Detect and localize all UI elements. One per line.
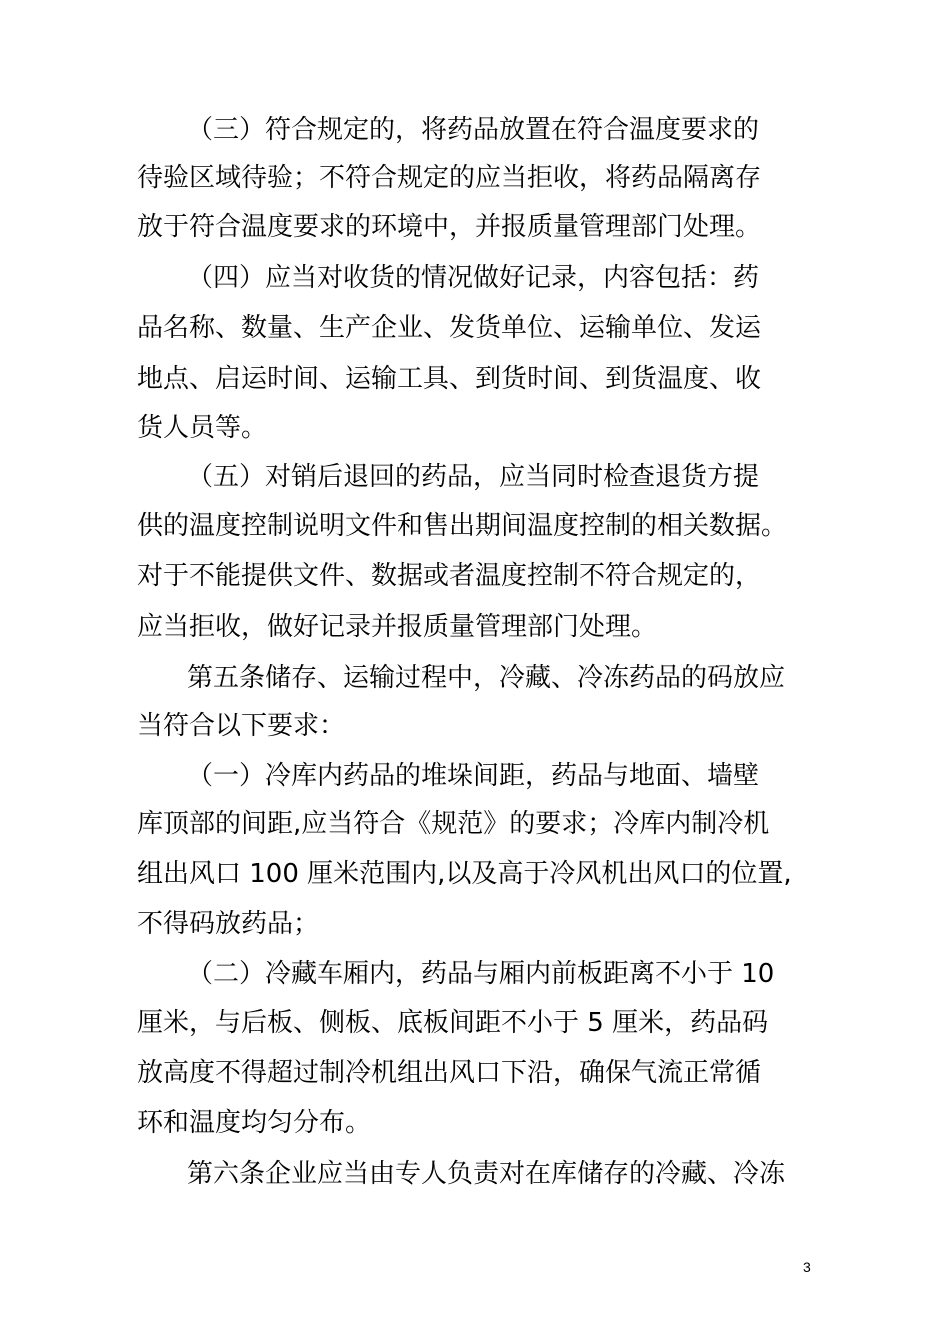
- text-line: 厘米，与后板、侧板、底板间距不小于 5 厘米，药品码: [137, 1008, 769, 1038]
- text-line: 组出风口 100 厘米范围内,以及高于冷风机出风口的位置,: [137, 859, 792, 889]
- text-line: （三）符合规定的，将药品放置在符合温度要求的: [187, 115, 760, 145]
- text-line: 库顶部的间距,应当符合《规范》的要求；冷库内制冷机: [137, 809, 770, 839]
- page-number: 3: [803, 1259, 811, 1275]
- text-line: 应当拒收，做好记录并报质量管理部门处理。: [137, 612, 658, 642]
- text-line: 第五条储存、运输过程中，冷藏、冷冻药品的码放应: [187, 663, 786, 693]
- text-line: （四）应当对收货的情况做好记录，内容包括：药: [187, 263, 760, 293]
- text-line: 货人员等。: [137, 413, 268, 443]
- text-line: （一）冷库内药品的堆垛间距，药品与地面、墙壁: [187, 761, 760, 791]
- text-line: 待验区域待验；不符合规定的应当拒收，将药品隔离存: [137, 163, 762, 193]
- text-line: 第六条企业应当由专人负责对在库储存的冷藏、冷冻: [187, 1159, 786, 1189]
- text-line: （五）对销后退回的药品，应当同时检查退货方提: [187, 462, 760, 492]
- text-line: 不得码放药品；: [137, 909, 320, 939]
- text-line: （二）冷藏车厢内，药品与厢内前板距离不小于 10: [187, 959, 775, 989]
- text-line: 当符合以下要求：: [137, 711, 346, 741]
- text-line: 供的温度控制说明文件和售出期间温度控制的相关数据。: [137, 511, 788, 541]
- text-line: 地点、启运时间、运输工具、到货时间、到货温度、收: [137, 364, 762, 394]
- text-line: 品名称、数量、生产企业、发货单位、运输单位、发运: [137, 313, 762, 343]
- text-line: 环和温度均匀分布。: [137, 1108, 372, 1138]
- text-line: 放高度不得超过制冷机组出风口下沿，确保气流正常循: [137, 1058, 762, 1088]
- text-line: 对于不能提供文件、数据或者温度控制不符合规定的，: [137, 561, 762, 591]
- text-line: 放于符合温度要求的环境中，并报质量管理部门处理。: [137, 212, 762, 242]
